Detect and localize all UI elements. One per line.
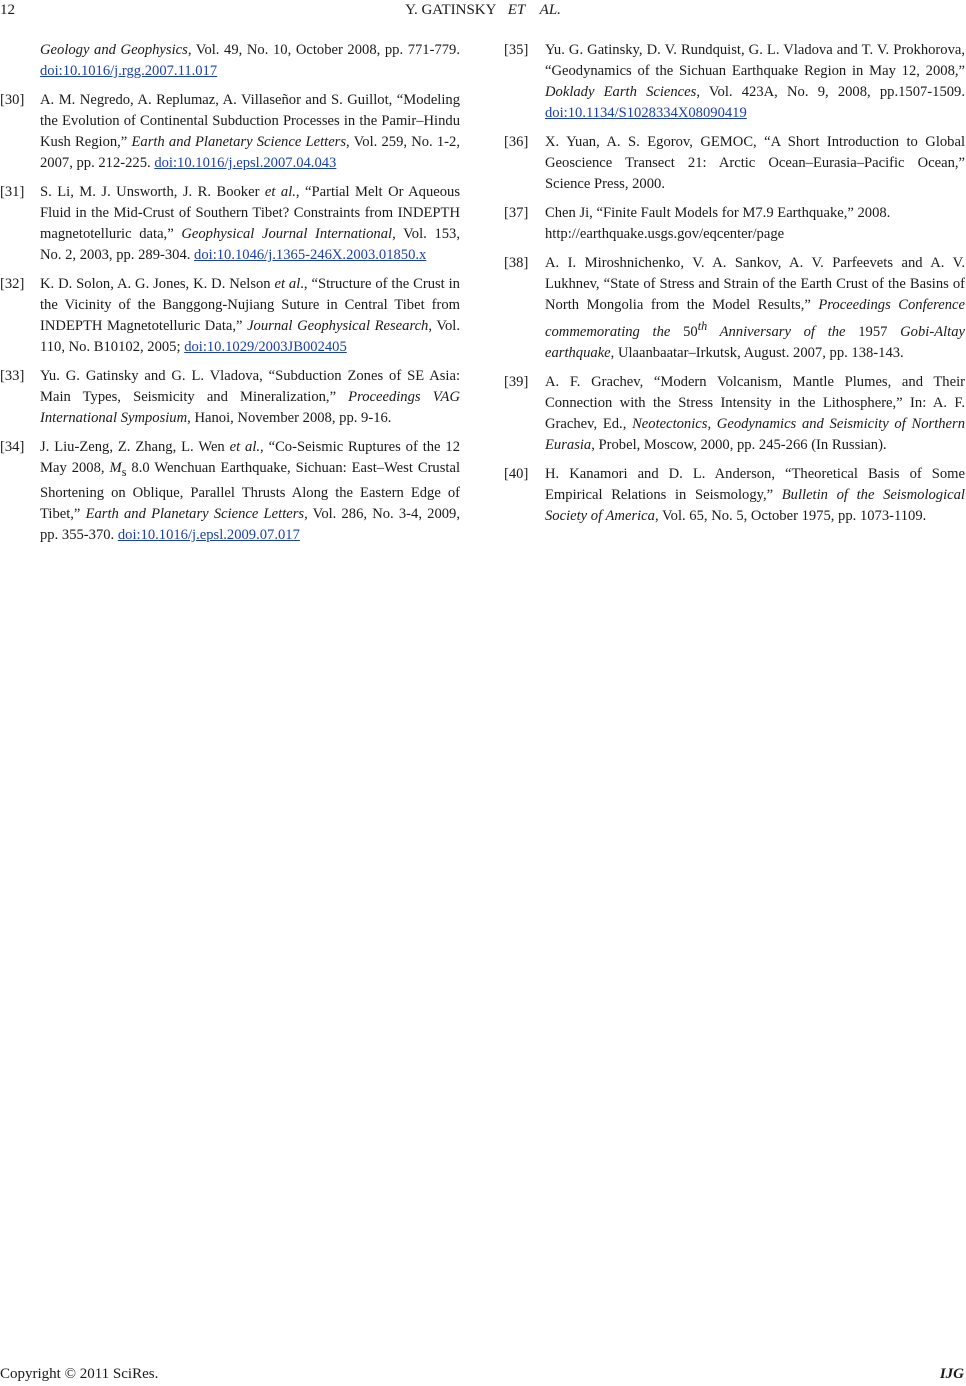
reference-number: [36] [504,134,529,150]
doi-link[interactable]: doi:10.1016/j.rgg.2007.11.017 [40,63,218,79]
reference-text: Yu. G. Gatinsky, D. V. Rundquist, G. L. Vladova and T. V. Prokhorova, “Geodynamics of the Sichuan Earthquake Region in May 12, 2008,” [545,42,965,79]
reference-text: , Ulaanbaatar–Irkutsk, August. 2007, pp. 138-143. [610,344,904,361]
journal-abbreviation: IJG [939,1366,964,1382]
reference-italic-text: Gobi-Altay earthquake [545,323,965,361]
reference-text: A. I. Miroshnichenko, V. A. Sankov, A. V. Parfeevets and A. V. Lukhnev, “State of Stress and Strain of the Earth Crust of the Basins of North Mongolia from the Model Results,” [545,255,965,313]
reference-text: ., “Structure of the Crust in the Vicinity of the Banggong-Nujiang Suture in Central Tibet from INDEPTH Magnetotelluric Data,” [40,276,460,334]
reference-number: [30] [0,92,25,108]
reference-italic-text: Proceedings VAG International Symposium [40,389,460,426]
reference-number: [34] [0,439,25,455]
reference-column-right [504,40,965,535]
page-number: 12 [0,2,15,18]
doi-link[interactable]: doi:10.1016/j.epsl.2007.04.043 [154,155,337,171]
reference-italic-text: Proceedings Conference commemorating the [545,297,965,340]
copyright-notice: Copyright © 2011 SciRes. [0,1366,159,1382]
reference-text: , Vol. 153, No. 2, 2003, pp. 289-304. [40,226,460,263]
reference-text: http://earthquake.usgs.gov/eqcenter/page [545,226,785,242]
reference-text: , Vol. 259, No. 1-2, 2007, pp. 212-225. [40,134,460,171]
reference-entry [0,366,460,429]
reference-italic-text: Geology and Geophysics [40,42,188,58]
reference-italic-text: Earth and Planetary Science Letters [131,134,347,150]
reference-text: 50 [683,323,698,340]
running-head-author: Y. GATINSKY [405,2,497,18]
page-footer [0,1366,966,1386]
reference-column-left [0,40,461,554]
reference-text: , “Co-Seismic Ruptures of the 12 May 2008, [40,439,461,476]
reference-entry [504,203,965,245]
reference-italic-text: M [109,460,122,476]
reference-italic-text: Neotectonics, Geodynamics and Seismicity of Northern Eurasia [545,415,965,453]
reference-text: A. M. Negredo, A. Replumaz, A. Villaseñor and S. Guillot, “Modeling the Evolution of Continental Subduction Processes in the Pamir–Hindu Kush Region,” [40,92,460,150]
subscript-text: s [121,464,127,479]
reference-entry [504,40,965,124]
reference-entry [0,437,461,546]
reference-entry [504,464,965,527]
reference-text: X. Yuan, A. S. Egorov, GEMOC, “A Short Introduction to Global Geoscience Transect 21: Arctic Ocean–Eurasia–Pacific Ocean,” Science Press, 2000. [545,134,965,192]
reference-italic-text: Journal Geophysical Research [247,318,429,334]
reference-number: [39] [504,373,529,390]
reference-text: S. Li, M. J. Unsworth, J. R. Booker [40,184,265,200]
reference-number: [33] [0,368,25,384]
reference-italic-text: et al. [264,184,296,200]
reference-entry [0,274,460,358]
reference-italic-text: Anniversary of the [707,323,859,340]
reference-number: [37] [504,205,529,221]
reference-text: Yu. G. Gatinsky and G. L. Vladova, “Subduction Zones of SE Asia: Main Types, Seismicity and Mineralization,” [40,368,460,405]
reference-text: H. Kanamori and D. L. Anderson, “Theoretical Basis of Some Empirical Relations in Seismology,” [545,465,965,503]
reference-italic-text: et al. [229,439,261,455]
reference-number: [32] [0,276,25,292]
reference-text: , Vol. 423A, No. 9, 2008, pp.1507-1509. [696,84,965,100]
reference-number: [38] [504,255,529,271]
doi-link[interactable]: doi:10.1134/S1028334X08090419 [545,105,747,121]
reference-entry [504,253,965,364]
reference-number: [40] [504,465,529,482]
reference-italic-text: Geophysical Journal International [181,226,393,242]
reference-text: , Hanoi, November 2008, pp. 9-16. [187,410,392,426]
reference-number: [31] [0,184,25,200]
superscript-text: th [697,319,708,333]
reference-text: J. Liu-Zeng, Z. Zhang, L. Wen [40,439,230,455]
page-header [0,2,966,22]
reference-number: [35] [504,42,529,58]
running-head-etal: ET AL. [507,2,561,18]
reference-text: , Vol. 286, No. 3-4, 2009, pp. 355-370. [40,505,460,543]
doi-link[interactable]: doi:10.1046/j.1365-246X.2003.01850.x [194,247,427,263]
doi-link[interactable]: doi:10.1016/j.epsl.2009.07.017 [117,526,300,543]
reference-entry [0,182,461,266]
reference-text: Chen Ji, “Finite Fault Models for M7.9 Earthquake,” 2008. [545,205,891,221]
reference-text: 8.0 Wenchuan Earthquake, Sichuan: East–West Crustal Shortening on Oblique, Parallel Thrusts Along the Eastern Edge of Tibet,” [40,460,460,522]
running-head [0,2,966,19]
reference-text: 1957 [858,323,901,340]
reference-text: , Vol. 110, No. B10102, 2005; [40,318,460,355]
doi-link[interactable]: doi:10.1029/2003JB002405 [184,339,347,355]
reference-text: , Vol. 65, No. 5, October 1975, pp. 1073-1109. [654,507,927,524]
reference-text: , “Partial Melt Or Aqueous Fluid in the Mid-Crust of Southern Tibet? Constraints from INDEPTH magnetotelluric data,” [40,184,461,242]
reference-text: K. D. Solon, A. G. Jones, K. D. Nelson [40,276,275,292]
reference-entry [504,372,965,456]
reference-entry [504,132,965,195]
reference-text: , Vol. 49, No. 10, October 2008, pp. 771-779. [187,42,460,58]
reference-entry [0,90,460,174]
reference-text: A. F. Grachev, “Modern Volcanism, Mantle Plumes, and Their Connection with the Stress Intensity in the Lithosphere,” In: A. F. Grachev, Ed., [545,373,965,432]
reference-italic-text: Doklady Earth Sciences [545,84,697,100]
reference-italic-text: et al [274,276,301,292]
reference-italic-text: Earth and Planetary Science Letters [85,505,305,522]
reference-entry [40,40,460,82]
reference-italic-text: Bulletin of the Seismological Society of America [545,486,965,524]
reference-text: , Probel, Moscow, 2000, pp. 245-266 (In Russian). [591,436,887,453]
